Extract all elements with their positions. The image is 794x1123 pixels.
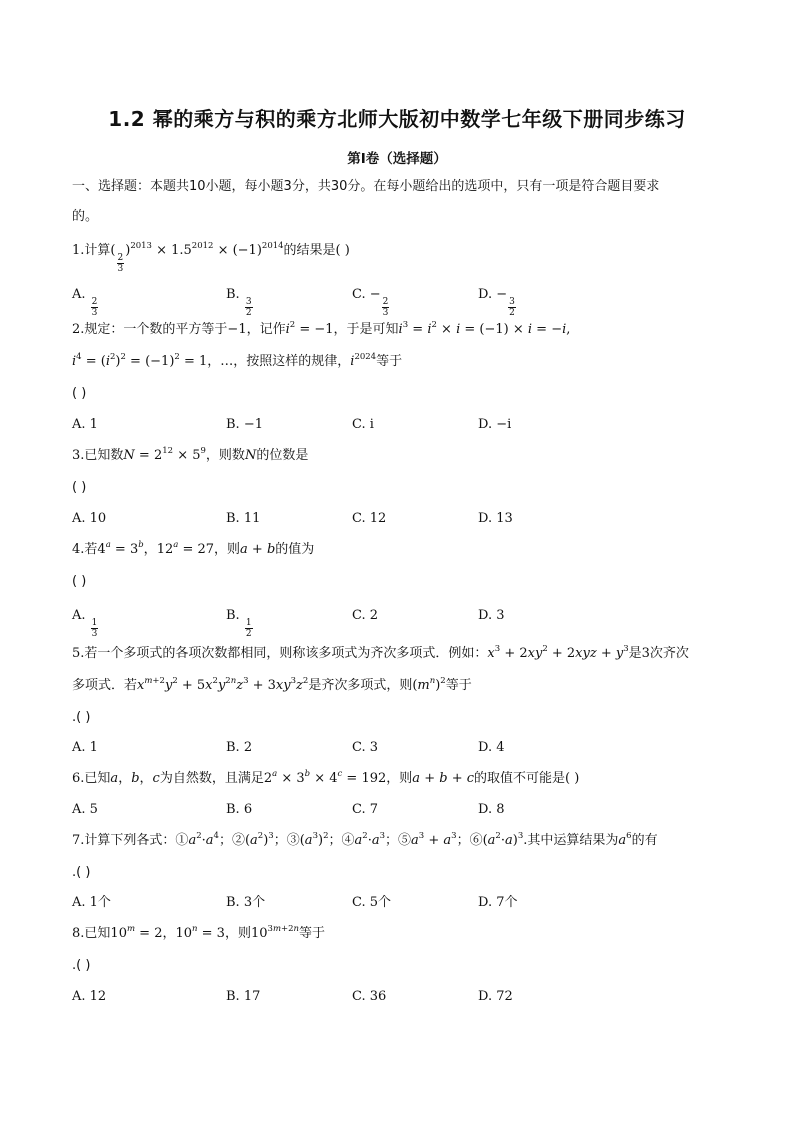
option-a[interactable]: A. 5 <box>72 802 98 817</box>
answer-paren[interactable]: .( ) <box>72 865 91 880</box>
option-a[interactable]: A. $\frac{2}{3}$ <box>72 287 98 318</box>
option-a[interactable]: A. $\frac{1}{3}$ <box>72 608 98 639</box>
question-5-line2: 多项式．若$x^{m+2}y^2 + 5x^2y^{2n}z^3 + 3xy^3z^2$是齐次多项式，则$(m^n)^2$等于 <box>72 676 472 693</box>
question-1 <box>72 242 350 274</box>
option-b[interactable]: B. 3个 <box>226 895 266 910</box>
option-c[interactable]: C. 3 <box>352 740 379 755</box>
answer-paren[interactable]: .( ) <box>72 958 91 973</box>
option-d[interactable]: D. 3 <box>478 608 505 623</box>
option-b[interactable]: B. 2 <box>226 740 253 755</box>
answer-paren[interactable]: ( ) <box>72 574 87 589</box>
option-d[interactable]: D. 7个 <box>478 895 518 910</box>
option-a[interactable]: A. 10 <box>72 511 107 526</box>
option-a[interactable]: A. 12 <box>72 989 107 1004</box>
option-d[interactable]: D. 72 <box>478 989 513 1004</box>
question-text: 的结果是( ) <box>283 243 350 258</box>
answer-paren[interactable]: .( ) <box>72 710 91 725</box>
section-instructions-line1: 一、选择题：本题共10小题，每小题3分，共30分。在每小题给出的选项中，只有一项是符合题目要求 <box>72 179 660 194</box>
option-b[interactable]: B. 6 <box>226 802 253 817</box>
page-title: 1.2 幂的乘方与积的乘方北师大版初中数学七年级下册同步练习 <box>108 107 686 131</box>
question-6: 6.已知a，b，c为自然数，且满足$2^a \times 3^b \times 4^c = 192$，则a + b + c的取值不可能是( ) <box>72 769 580 786</box>
option-d[interactable]: D. − $\frac{3}{2}$ <box>478 287 515 318</box>
question-8: 8.已知$10^m = 2$，$10^n = 3$，则$10^{3m+2n}$等于 <box>72 924 326 941</box>
section-instructions-line2: 的。 <box>72 209 99 224</box>
answer-paren[interactable]: ( ) <box>72 480 87 495</box>
question-number: 1. <box>72 243 85 258</box>
option-b[interactable]: B. $\frac{1}{2}$ <box>226 608 252 639</box>
question-7: 7.计算下列各式：$①a^2\cdot a^4$；$②(a^2)^3$；$③(a^3)^2$；$④a^2\cdot a^3$；$⑤a^3 + a^3$；$⑥(a^2\cdot a)^3$.其中运算结果为$a^6$的有 <box>72 831 658 848</box>
option-b[interactable]: B. $\frac{3}{2}$ <box>226 287 252 318</box>
option-c[interactable]: C. 12 <box>352 511 387 526</box>
question-2-line2: $i^4 = (i^2)^2 = (-1)^2 = 1$，…，按照这样的规律，$i^{2024}$等于 <box>72 352 403 369</box>
option-b[interactable]: B. −1 <box>226 417 263 432</box>
answer-paren[interactable]: ( ) <box>72 386 87 401</box>
option-a[interactable]: A. 1 <box>72 417 98 432</box>
question-3: 3.已知数$N = 2^{12} \times 5^9$，则数N的位数是 <box>72 446 309 463</box>
math-expression: ( $\frac{2}{3}$ )$^{2013} \times 1.5^{2012} \times (-1)^{2014}$ <box>110 241 284 274</box>
option-c[interactable]: C. 5个 <box>352 895 392 910</box>
option-c[interactable]: C. 36 <box>352 989 387 1004</box>
option-c[interactable]: C. i <box>352 417 374 432</box>
option-d[interactable]: D. 4 <box>478 740 505 755</box>
option-a[interactable]: A. 1 <box>72 740 98 755</box>
option-c[interactable]: C. − $\frac{2}{3}$ <box>352 287 389 318</box>
option-b[interactable]: B. 11 <box>226 511 261 526</box>
section-subtitle: 第I卷（选择题） <box>347 151 447 167</box>
question-4: 4.若$4^a = 3^b$，$12^a = 27$，则a + b的值为 <box>72 540 315 557</box>
question-text: 计算 <box>84 243 111 258</box>
option-d[interactable]: D. 8 <box>478 802 505 817</box>
question-5: 5.若一个多项式的各项次数都相同，则称该多项式为齐次多项式．例如：$x^3 + 2xy^2 + 2xyz + y^3$是3次齐次 <box>72 644 689 661</box>
option-c[interactable]: C. 2 <box>352 608 379 623</box>
option-d[interactable]: D. 13 <box>478 511 513 526</box>
option-a[interactable]: A. 1个 <box>72 895 111 910</box>
question-2: 2.规定：一个数的平方等于−1，记作$i^2 = -1$，于是可知$i^3 = i^2 \times i = (-1) \times i = -i$, <box>72 320 571 337</box>
option-b[interactable]: B. 17 <box>226 989 261 1004</box>
option-c[interactable]: C. 7 <box>352 802 379 817</box>
option-d[interactable]: D. −i <box>478 417 512 432</box>
